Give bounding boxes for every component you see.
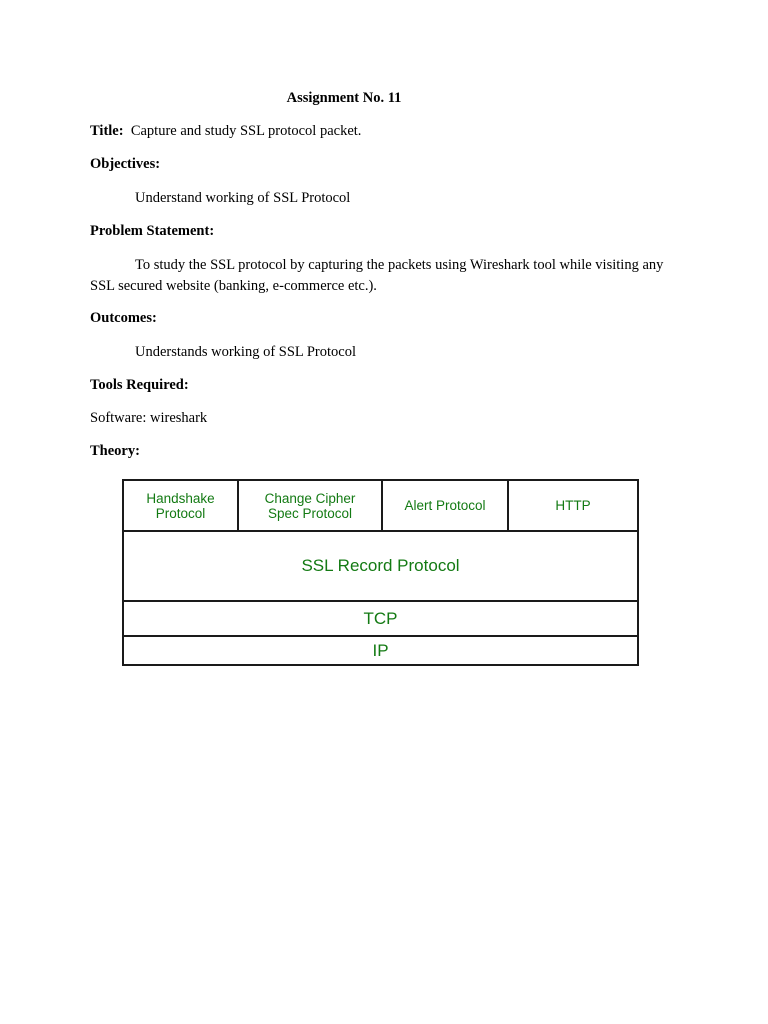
- change-cipher-spec-line1: Change Cipher: [264, 490, 356, 506]
- tools-required-label: Tools Required:: [90, 377, 189, 393]
- alert-protocol-label: Alert Protocol: [404, 498, 486, 513]
- problem-statement-label: Problem Statement:: [90, 223, 215, 239]
- tools-required-text: Software: wireshark: [90, 410, 208, 426]
- ip-label: IP: [372, 640, 389, 660]
- handshake-protocol-line1: Handshake: [146, 490, 215, 506]
- change-cipher-spec-cell: [237, 479, 383, 532]
- tcp-label: TCP: [363, 608, 398, 628]
- http-cell: [507, 479, 639, 532]
- http-label: HTTP: [555, 498, 591, 513]
- handshake-protocol-cell: [122, 479, 239, 532]
- alert-protocol-cell: [381, 479, 509, 532]
- title-label: Title:: [90, 123, 124, 139]
- ssl-record-protocol-cell: [122, 530, 639, 602]
- objectives-text: Understand working of SSL Protocol: [135, 190, 351, 206]
- objectives-label: Objectives:: [90, 156, 161, 172]
- theory-label: Theory:: [90, 443, 140, 459]
- change-cipher-spec-line2: Spec Protocol: [267, 505, 353, 521]
- tcp-cell: [122, 600, 639, 637]
- outcomes-label: Outcomes:: [90, 310, 157, 326]
- handshake-protocol-line2: Protocol: [155, 505, 206, 521]
- assignment-heading: Assignment No. 11: [286, 90, 402, 106]
- ssl-protocol-stack-diagram: [122, 479, 639, 666]
- ssl-record-protocol-label: SSL Record Protocol: [301, 556, 460, 575]
- title-line: [90, 121, 361, 141]
- title-text: Capture and study SSL protocol packet.: [130, 123, 362, 139]
- ip-cell: [122, 635, 639, 666]
- problem-statement-text: To study the SSL protocol by capturing the packets using Wireshark tool while visiting any SSL secured website (banking, e-commerce etc.).: [90, 257, 664, 294]
- outcomes-text: Understands working of SSL Protocol: [135, 344, 356, 360]
